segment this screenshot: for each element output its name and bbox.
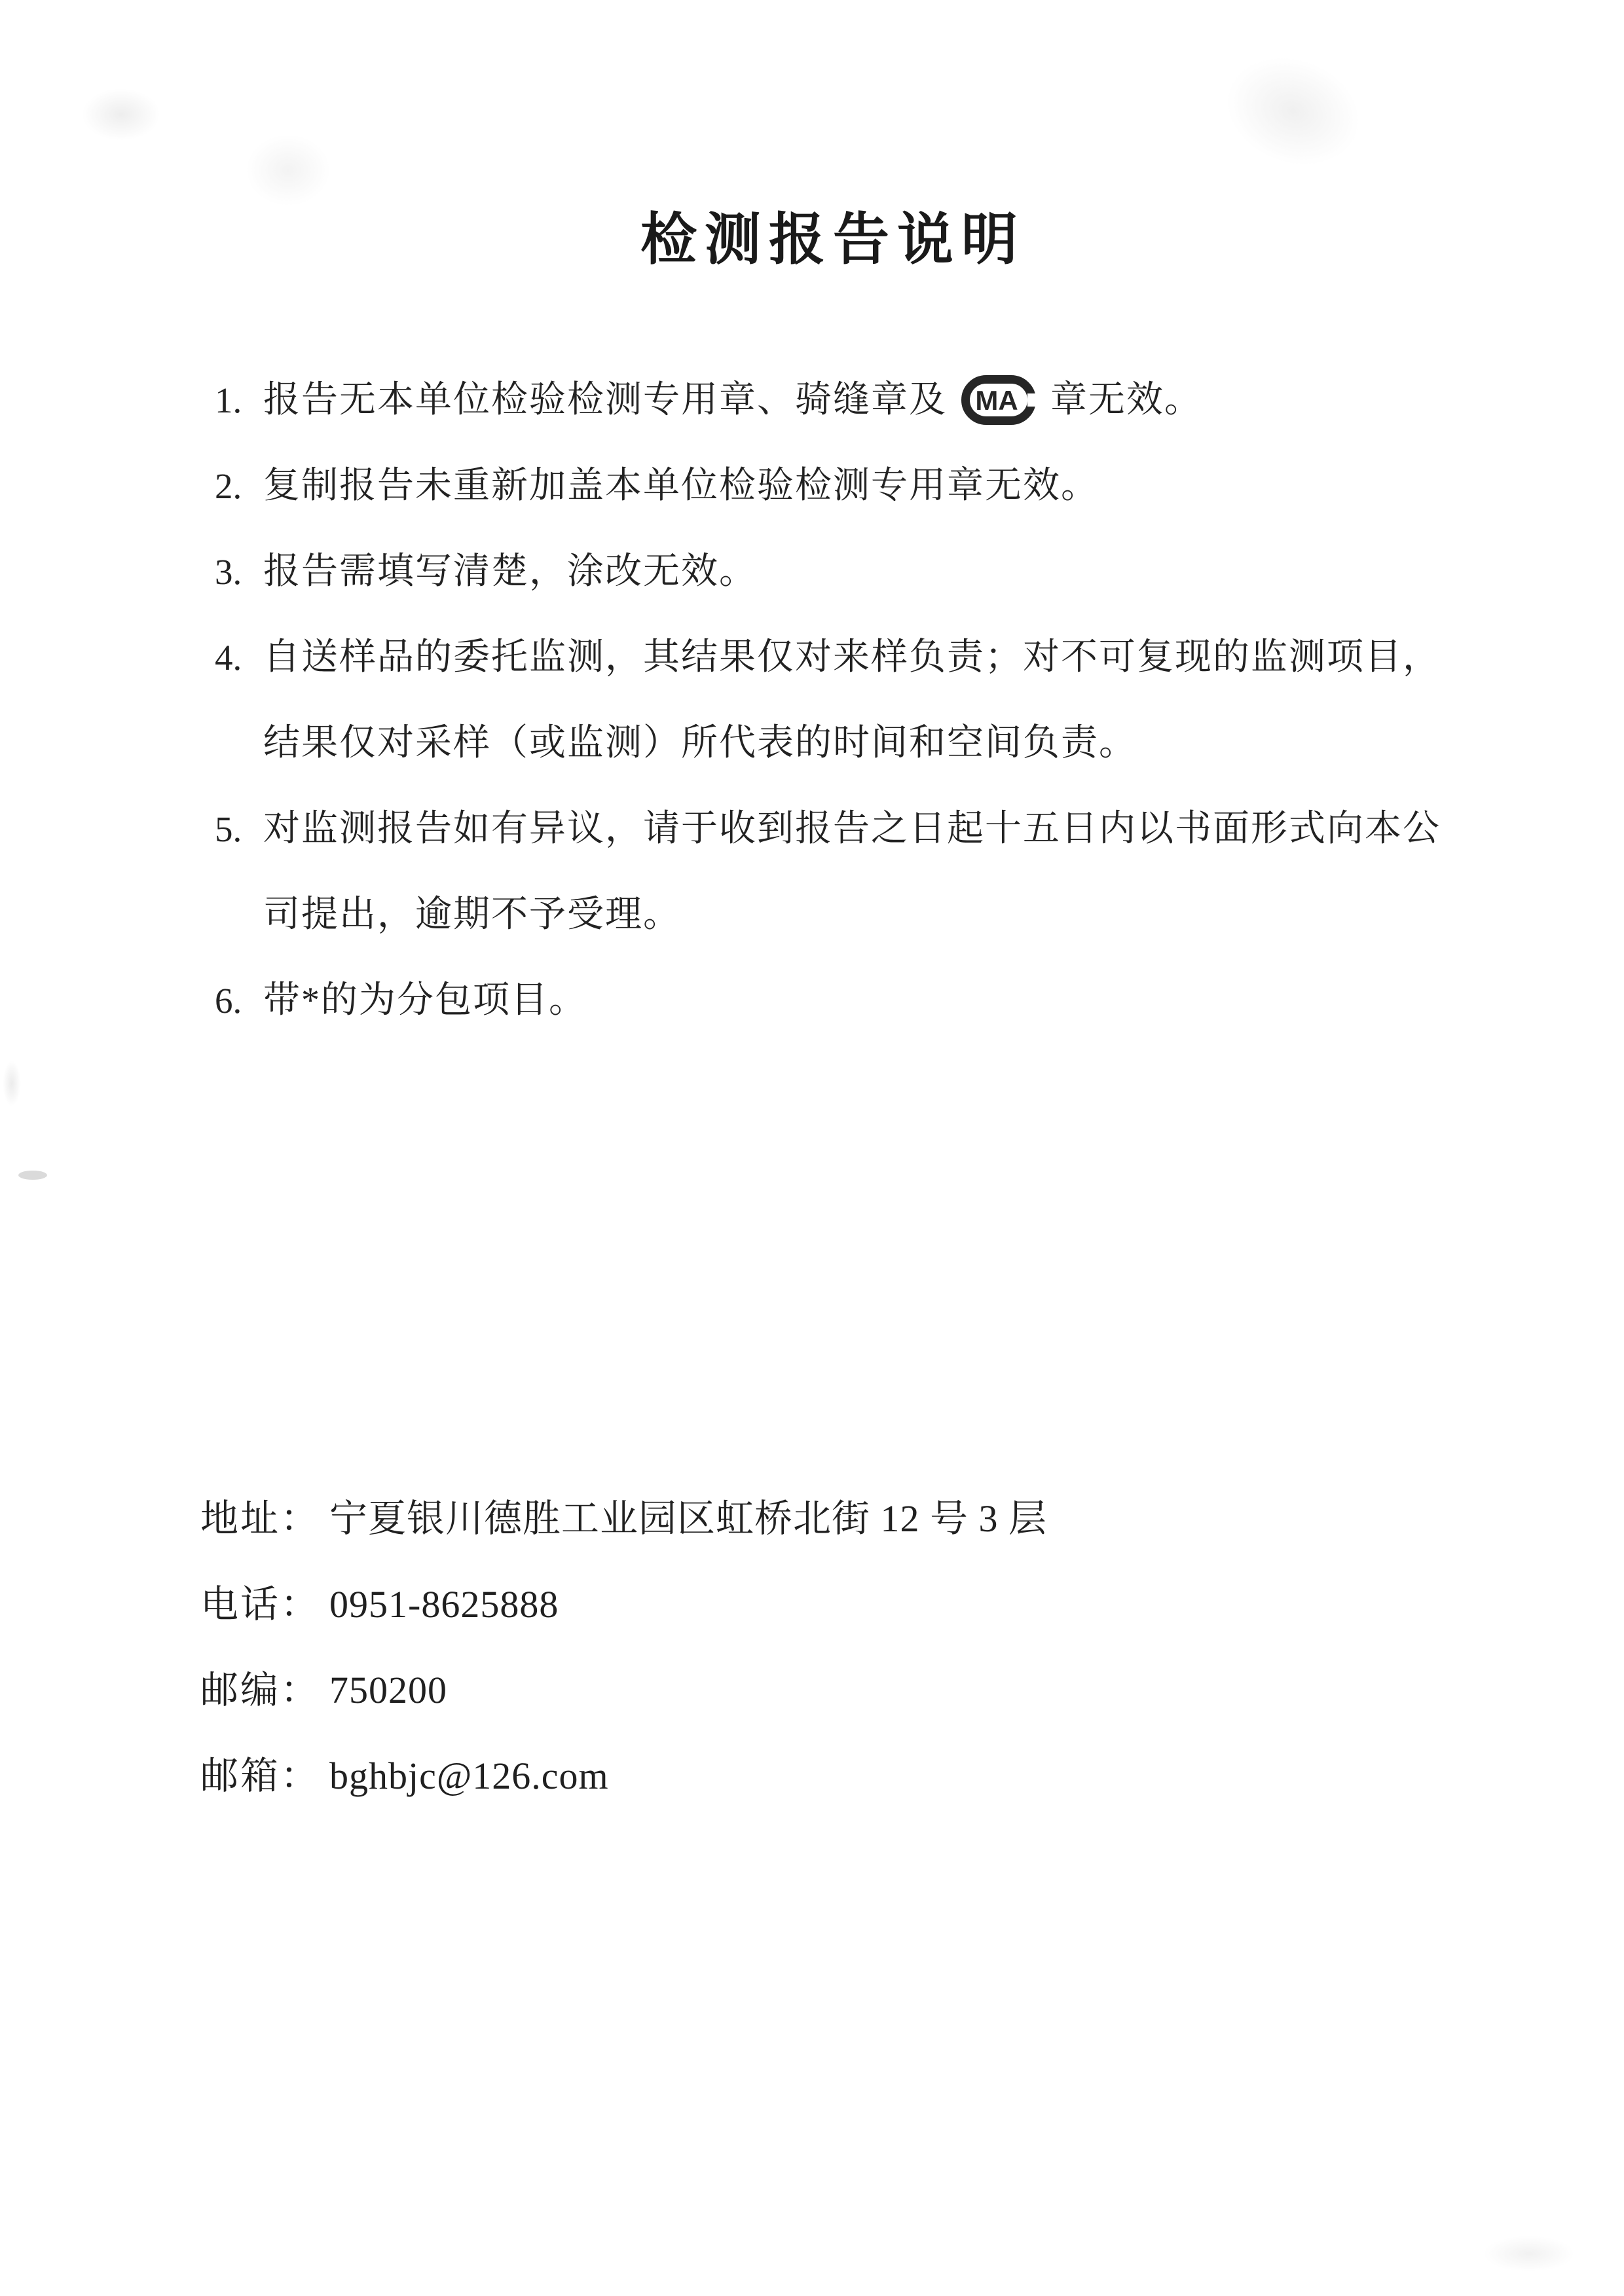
note-item-5 bbox=[215, 786, 1459, 958]
scan-artifact bbox=[3, 1061, 21, 1106]
page-title: 检测报告说明 bbox=[640, 208, 1025, 271]
contact-phone-row bbox=[200, 1561, 1047, 1647]
note-text: 司提出，逾期不予受理。 bbox=[263, 894, 681, 935]
note-number: 1. bbox=[215, 380, 242, 420]
phone-label: 电话： bbox=[200, 1583, 321, 1626]
cma-mark-label: MA bbox=[975, 384, 1018, 416]
note-text-before-cma: 报告无本单位检验检测专用章、骑缝章及 bbox=[263, 380, 947, 420]
contact-block bbox=[200, 1476, 1047, 1819]
note-item-4 bbox=[215, 615, 1459, 786]
note-text: 对监测报告如有异议，请于收到报告之日起十五日内以书面形式向本公 bbox=[263, 809, 1441, 849]
note-text: 结果仅对采样（或监测）所代表的时间和空间负责。 bbox=[263, 723, 1137, 763]
address-value: 宁夏银川德胜工业园区虹桥北街 12 号 3 层 bbox=[329, 1497, 1048, 1540]
contact-zipcode-row bbox=[200, 1647, 1047, 1733]
note-text bbox=[263, 357, 1459, 443]
address-label: 地址： bbox=[200, 1497, 321, 1540]
note-item-1 bbox=[215, 357, 1459, 443]
email-label: 邮箱： bbox=[200, 1755, 321, 1797]
note-item-3 bbox=[215, 529, 1459, 615]
scan-artifact bbox=[82, 88, 160, 141]
note-number: 2. bbox=[215, 466, 242, 506]
scan-artifact bbox=[1483, 2236, 1575, 2272]
note-number: 4. bbox=[215, 638, 242, 678]
note-number: 6. bbox=[215, 981, 242, 1021]
note-text: 带*的为分包项目。 bbox=[263, 980, 587, 1021]
contact-address-row bbox=[200, 1476, 1047, 1561]
phone-value: 0951-8625888 bbox=[329, 1583, 559, 1626]
note-text-after-cma: 章无效。 bbox=[1050, 380, 1202, 420]
cma-mark-notch bbox=[1027, 393, 1037, 407]
note-item-6 bbox=[215, 958, 1459, 1044]
cma-certification-mark-icon bbox=[961, 375, 1036, 425]
note-text: 报告需填写清楚，涂改无效。 bbox=[263, 551, 757, 592]
zipcode-label: 邮编： bbox=[200, 1669, 321, 1711]
note-text: 复制报告未重新加盖本单位检验检测专用章无效。 bbox=[263, 465, 1099, 506]
contact-email-row bbox=[200, 1733, 1047, 1819]
note-number: 5. bbox=[215, 809, 242, 849]
scan-artifact bbox=[1211, 39, 1376, 184]
note-item-2 bbox=[215, 443, 1459, 529]
zipcode-value: 750200 bbox=[329, 1669, 448, 1711]
notes-list bbox=[215, 357, 1459, 1044]
scan-artifact bbox=[18, 1171, 47, 1180]
email-value: bghbjc@126.com bbox=[329, 1755, 609, 1797]
note-number: 3. bbox=[215, 552, 242, 592]
note-text: 自送样品的委托监测，其结果仅对来样负责；对不可复现的监测项目， bbox=[263, 637, 1441, 678]
